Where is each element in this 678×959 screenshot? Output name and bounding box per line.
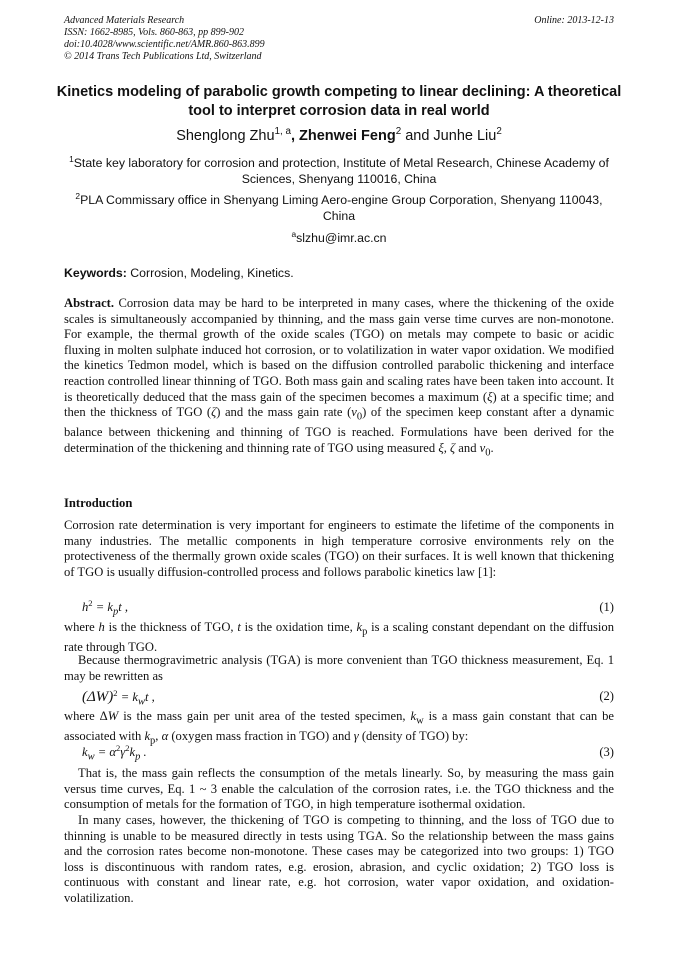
eq-term: = k <box>117 690 138 704</box>
symbol-k: k <box>356 620 363 634</box>
text: (density of TGO) by: <box>358 729 469 744</box>
journal-name: Advanced Materials Research <box>64 15 185 26</box>
text: where Δ <box>64 709 108 723</box>
eq-term: t , <box>118 600 129 614</box>
section-heading-introduction: Introduction <box>64 496 133 510</box>
eq-power: 2 <box>116 742 121 753</box>
abstract-text: . <box>490 440 494 455</box>
eq-subscript: p <box>135 751 141 763</box>
author-email <box>56 228 622 245</box>
eq-term: k <box>82 745 88 759</box>
paragraph: Corrosion rate determination is very important for engineers to estimate the lifetime of the components in many industries. The metallic components in high temperature corrosive environments rely on the protectiveness of the thermally grown oxide scales (TGO) on their surfaces. It is well known that thickening of TGO is usually diffusion-controlled process and follows parabolic kinetics law [1]: <box>64 518 614 579</box>
author-sup: 1, a <box>274 126 291 138</box>
affiliation-text: State key laboratory for corrosion and protection, Institute of Metal Research, Chinese Academy of Sciences, Shenyang 110016, China <box>73 156 609 186</box>
text: is the oxidation time, <box>240 620 357 634</box>
paragraph: Because thermogravimetric analysis (TGA) is more convenient than TGO thickness measurement, Eq. 1 may be rewritten as <box>64 653 614 683</box>
online-date: Online: 2013-12-13 <box>534 15 614 26</box>
abstract-text: ) at a specific time; and then the thickness of TGO ( <box>64 389 614 420</box>
text: where <box>64 620 99 634</box>
author-name: , Zhenwei Feng <box>290 128 396 144</box>
symbol-xi: ξ <box>438 440 444 455</box>
author-list <box>56 128 622 144</box>
email-sup: a <box>291 228 297 239</box>
issn-line: ISSN: 1662-8985, Vols. 860-863, pp 899-902 <box>64 27 244 38</box>
symbol-sub: p <box>150 735 156 747</box>
eq-subscript: w <box>87 751 95 763</box>
author-name: Shenglong Zhu <box>176 128 275 144</box>
symbol-zeta: ζ <box>450 440 456 455</box>
abstract-text: and <box>455 440 480 455</box>
eq-subscript: p <box>112 606 119 618</box>
equation-2 <box>82 689 155 708</box>
equation-3 <box>82 742 147 763</box>
symbol-alpha: α <box>161 729 169 744</box>
paragraph: In many cases, however, the thickening of TGO is competing to thinning, and the loss of TGO due to thinning is unable to be measured directly in tests using TGA. So the relationship between the mass gains and the corrosion rates become non-monotone. These cases may be categorized into two groups: 1) TGO loss is discontinuous with random rates, e.g. erosion, abrasion, and cyclic oxidation; 2) TGO loss is continuous with constant and linear rate, e.g. hot corrosion, water vapor oxidation, and oxidation-volatilization. <box>64 813 614 905</box>
symbol-k: k <box>410 709 417 723</box>
text: is a scaling constant dependant on the diffusion rate through TGO. <box>64 620 615 655</box>
equation-number: (2) <box>599 689 614 703</box>
copyright-line: © 2014 Trans Tech Publications Ltd, Switzerland <box>64 51 262 62</box>
symbol-sub: w <box>416 715 424 727</box>
symbol-v: v <box>351 405 357 420</box>
keywords-label: Keywords: <box>64 266 127 280</box>
symbol-k: k <box>144 729 151 744</box>
eq-term: h <box>82 600 89 614</box>
symbol-v-sub: 0 <box>356 411 363 423</box>
eq-term: (ΔW) <box>82 689 114 705</box>
paragraph <box>64 709 614 749</box>
journal-header <box>64 15 265 63</box>
abstract-text: ) of the specimen keep constant after a dynamic balance between thickening and thinning of TGO is reached. Formulations have been derived for the determination of the thickening and thinning rate of TGO using measured <box>64 405 614 455</box>
eq-term: γ <box>120 745 126 759</box>
affiliation-sup: 1 <box>69 153 74 164</box>
abstract <box>64 296 614 461</box>
symbol-w: W <box>107 709 119 723</box>
symbol-xi: ξ <box>487 389 493 404</box>
symbol-gamma: γ <box>353 729 359 744</box>
abstract-text: ) and the mass gain rate ( <box>216 405 352 420</box>
symbol-t: t <box>237 620 241 634</box>
text: is the mass gain per unit area of the tested specimen, <box>118 709 411 723</box>
affiliation-1 <box>60 155 618 187</box>
eq-power: 2 <box>113 687 118 698</box>
doi-line: doi:10.4028/www.scientific.net/AMR.860-863.899 <box>64 39 265 50</box>
text: , <box>155 729 162 744</box>
symbol-h: h <box>98 620 105 634</box>
symbol-zeta: ζ <box>211 405 217 420</box>
text: is a mass gain constant that can be associated with <box>64 709 615 744</box>
paper-title: Kinetics modeling of parabolic growth competing to linear declining: A theoretical tool to interpret corrosion data in real world <box>56 84 622 119</box>
eq-term: t , <box>144 690 155 704</box>
email-address[interactable]: slzhu@imr.ac.cn <box>296 231 387 245</box>
symbol-v: v <box>479 440 486 455</box>
equation-1 <box>82 597 129 618</box>
eq-power: 2 <box>88 597 93 608</box>
keywords <box>64 266 294 280</box>
symbol-sub: p <box>362 626 368 638</box>
abstract-label: Abstract. <box>64 296 115 310</box>
equation-number: (3) <box>599 745 614 759</box>
eq-subscript: w <box>137 696 145 708</box>
abstract-text: , <box>443 440 451 455</box>
paragraph <box>64 620 614 656</box>
paragraph: That is, the mass gain reflects the consumption of the metals linearly. So, by measuring the mass gain versus time curves, Eq. 1 ~ 3 enable the calculation of the corrosion rates, i.e. the TGO thickness and the consumption of metals for the formation of TGO, in high temperature isothermal oxidation. <box>64 766 614 812</box>
author-name: and Junhe Liu <box>401 128 497 144</box>
author-sup: 2 <box>395 126 402 138</box>
eq-power: 2 <box>125 742 130 753</box>
keywords-text: Corrosion, Modeling, Kinetics. <box>126 266 294 280</box>
affiliation-text: PLA Commissary office in Shenyang Liming Aero-engine Group Corporation, Shenyang 110043, China <box>80 193 603 223</box>
eq-term: k <box>129 745 136 759</box>
eq-term: = k <box>92 600 113 614</box>
equation-number: (1) <box>599 600 614 614</box>
abstract-text: Corrosion data may be hard to be interpreted in many cases, where the thickening of the oxide scales is simultaneously accompanied by thinning, and the mass gain verse time curves are non-monotone. For example, the thermal growth of the oxide scales (TGO) on metals may compete to basic or acidic fluxing in molten sulphate induced hot corrosion, or to volatilization in water vapor oxidation. We modified the kinetics Tedmon model, which is based on the diffusion controlled parabolic thickening and interface reaction controlled linear thinning of TGO. Both mass gain and scaling rates have been taken into account. It is theoretically deduced that the mass gain of the specimen becomes a maximum ( <box>64 296 614 404</box>
text: is the thickness of TGO, <box>104 620 238 634</box>
author-sup: 2 <box>496 126 502 138</box>
eq-term: . <box>140 745 147 759</box>
affiliation-sup: 2 <box>75 190 81 201</box>
affiliation-2 <box>60 192 618 224</box>
symbol-v-sub: 0 <box>485 447 491 459</box>
text: (oxygen mass fraction in TGO) and <box>168 729 354 744</box>
eq-term: = α <box>94 745 117 759</box>
